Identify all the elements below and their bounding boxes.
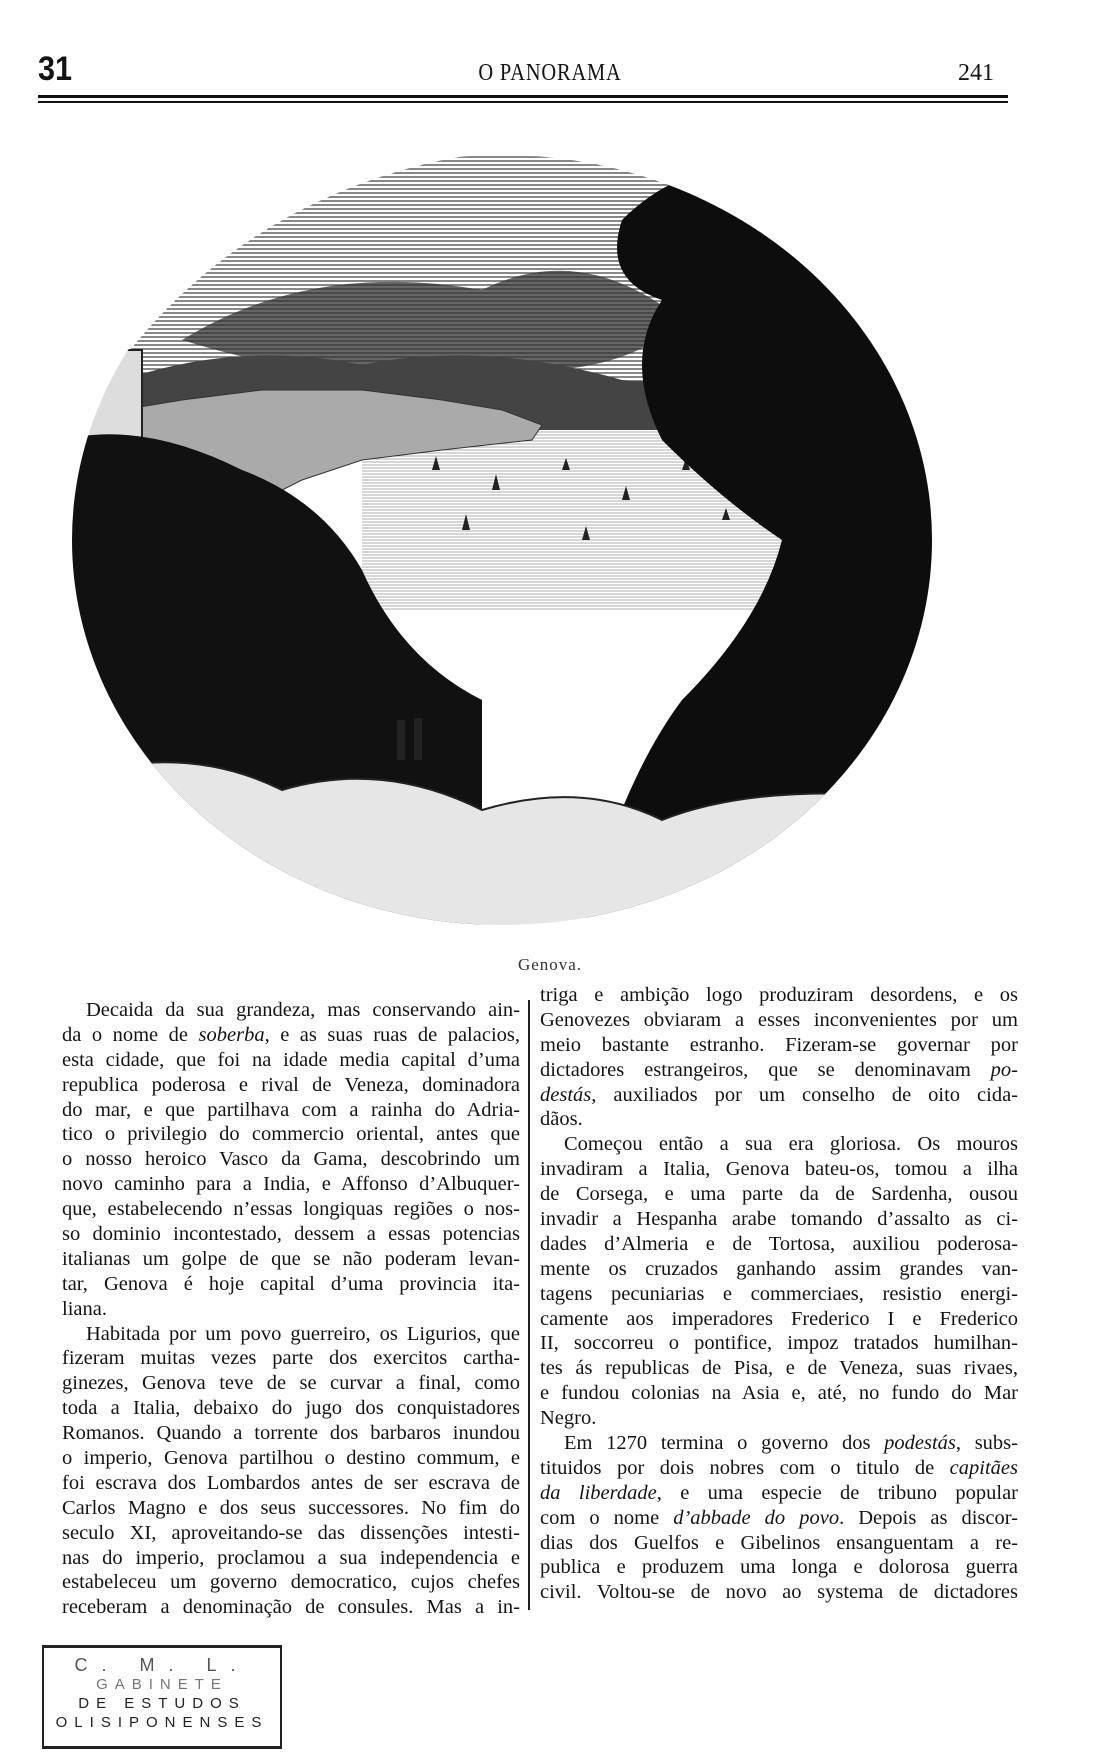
text-line [540,983,1018,1008]
text-line [62,1272,520,1297]
text-line [540,1282,1018,1307]
text-segment: republica poderosa e rival de Veneza, dominadora [62,1073,520,1096]
text-segment: Genovezes obviaram a esses inconvenientes por um [540,1008,1018,1031]
right-column-text [540,983,1018,1605]
text-segment: mente os cruzados ganhando assim grandes van- [540,1257,1018,1280]
text-segment: tituidos por dois nobres com o titulo de [540,1456,950,1479]
italic-text: d’abbade do povo [673,1506,840,1529]
text-segment: novo caminho para a India, e Affonso d’Albuquer- [62,1173,520,1196]
text-line [62,1297,520,1322]
text-line [540,1531,1018,1556]
villa [62,350,142,440]
text-line [62,1247,520,1272]
library-stamp [42,1645,282,1749]
text-line [540,1331,1018,1356]
stamp-line: DE ESTUDOS [78,1695,246,1712]
text-segment: esta cidade, que foi na idade media capital d’uma [62,1048,520,1071]
text-line [540,1182,1018,1207]
text-line [62,1073,520,1098]
stamp-line: GABINETE [96,1676,228,1693]
text-line [62,1471,520,1496]
text-segment: nas do imperio, proclamou a sua independencia e [62,1546,520,1569]
page-number: 241 [958,60,994,86]
text-segment: do mar, e que partilhava com a rainha do Adria- [62,1098,520,1121]
text-line [62,1595,520,1620]
left-column-text [62,998,520,1620]
text-segment: Começou então a sua era gloriosa. Os mouros [564,1133,1018,1156]
text-line [540,1381,1018,1406]
italic-text: podestás [884,1432,956,1455]
text-line [62,1048,520,1073]
text-segment: tico o privilegio do commercio oriental, antes que [62,1123,520,1146]
text-segment: Negro. [540,1407,597,1430]
text-line [62,1172,520,1197]
text-segment: . Depois as discor- [839,1506,1018,1529]
text-line [62,1197,520,1222]
text-segment: receberam a denominação de consules. Mas a in- [62,1596,520,1619]
text-segment: Em 1270 termina o governo dos [564,1432,885,1455]
text-segment: que, estabelecendo n’essas longiquas regiões o nos- [62,1198,520,1221]
text-segment: italianas um golpe de que se não poderam levan- [62,1247,520,1270]
header-rule-thick [38,95,1008,98]
text-segment: fizeram muitas vezes parte dos exercitos cartha- [62,1347,520,1370]
text-line [540,1033,1018,1058]
text-segment: civil. Voltou-se de novo ao systema de dictadores [540,1581,1018,1604]
text-segment: tagens pecuniarias e commerciaes, resistio energi- [540,1282,1018,1305]
text-line [540,1456,1018,1481]
text-line [540,1157,1018,1182]
text-segment: toda a Italia, debaixo do jugo dos conquistadores [62,1397,520,1420]
text-line [62,1371,520,1396]
text-segment: , auxiliados por um conselho de oito cida- [591,1083,1018,1106]
text-line [62,1546,520,1571]
text-line [62,1570,520,1595]
text-line [540,1058,1018,1083]
text-line [62,998,520,1023]
text-line [540,1107,1018,1132]
text-segment: com o nome [540,1506,674,1529]
text-segment: Habitada por um povo guerreiro, os Ligurios, que [86,1322,520,1345]
text-line [62,1421,520,1446]
italic-text: capitães [949,1456,1018,1479]
text-segment: triga e ambição logo produziram desordens, e os [540,984,1018,1006]
text-line [540,1207,1018,1232]
text-line [540,1506,1018,1531]
text-segment: Carlos Magno e dos seus successores. No fim do [62,1496,520,1519]
text-segment: dãos. [540,1108,583,1131]
text-line [62,1023,520,1048]
text-segment: dades d’Almeria e de Tortosa, auxiliou poderosa- [540,1232,1018,1255]
text-line [62,1396,520,1421]
text-segment: de Corsega, e uma parte da de Sardenha, ousou [540,1183,1018,1206]
text-segment: publica e produzem uma longa e dolorosa guerra [540,1556,1018,1579]
text-line [62,1521,520,1546]
text-line [540,1132,1018,1157]
text-line [62,1222,520,1247]
text-line [540,1083,1018,1108]
text-segment: , e uma especie de tribuno popular [656,1481,1018,1504]
text-line [62,1147,520,1172]
text-line [540,1555,1018,1580]
italic-text: po- [990,1058,1018,1081]
text-segment: tes ás republicas de Pisa, e de Veneza, suas rivaes, [540,1357,1018,1380]
text-line [540,1431,1018,1456]
text-segment: dias dos Guelfos e Gibelinos ensanguentam a re- [540,1531,1018,1554]
text-line [62,1098,520,1123]
text-segment: seculo XI, aproveitando-se das dissenções intesti- [62,1521,520,1544]
text-segment: , e as suas ruas de palacios, [264,1023,520,1046]
text-line [540,1008,1018,1033]
issue-number: 31 [38,50,73,88]
text-line [540,1481,1018,1506]
illustration-caption: Genova. [517,955,583,974]
text-line [540,1257,1018,1282]
stamp-line: OLISIPONENSES [55,1714,269,1731]
text-segment: e fundou colonias na Asia e, até, no fundo do Mar [540,1382,1018,1405]
column-divider [528,1000,530,1610]
italic-text: da liberdade [540,1481,657,1504]
text-segment: Romanos. Quando a torrente dos barbaros inundou [62,1422,520,1445]
text-segment: so dominio incontestado, dessem a essas potencias [62,1223,520,1246]
text-segment: da o nome de [62,1023,199,1046]
text-line [540,1307,1018,1332]
header-rule-thin [38,101,1008,103]
text-segment: meio bastante estranho. Fizeram-se governar por [540,1033,1018,1056]
text-line [540,1356,1018,1381]
text-line [62,1496,520,1521]
journal-title: O PANORAMA [478,60,622,86]
text-segment: camente aos imperadores Frederico I e Frederico [540,1307,1018,1330]
text-segment: o imperio, Genova partilhou o destino commum, e [62,1447,520,1470]
text-segment: invadiram a Italia, Genova bateu-os, tomou a ilha [540,1158,1018,1181]
text-line [540,1406,1018,1431]
text-segment: estabeleceu um governo democratico, cujos chefes [62,1571,520,1594]
text-line [540,1580,1018,1605]
italic-text: destás [540,1083,592,1106]
text-line [62,1122,520,1147]
stamp-line: C. M. L. [74,1655,250,1675]
italic-text: soberba [198,1023,265,1046]
text-segment: tar, Genova é hoje capital d’uma provincia ita- [62,1272,520,1295]
text-segment: dictadores estrangeiros, que se denominavam [540,1058,991,1081]
text-segment: II, soccorreu o pontifice, impoz tratados humilhan- [540,1332,1018,1355]
text-line [62,1346,520,1371]
text-segment: o nosso heroico Vasco da Gama, descobrindo um [62,1148,520,1171]
genoa-engraving [62,140,942,930]
text-segment: , subs- [955,1432,1018,1455]
text-segment: ginezes, Genova teve de se curvar a final, como [62,1372,520,1395]
text-segment: liana. [62,1297,107,1320]
text-line [62,1446,520,1471]
text-segment: Decaida da sua grandeza, mas conservando ain- [86,999,520,1021]
text-line [540,1232,1018,1257]
text-line [62,1322,520,1347]
text-segment: invadir a Hespanha arabe tomando d’assalto as ci- [540,1208,1018,1231]
text-segment: foi escrava dos Lombardos antes de ser escrava de [62,1471,520,1494]
